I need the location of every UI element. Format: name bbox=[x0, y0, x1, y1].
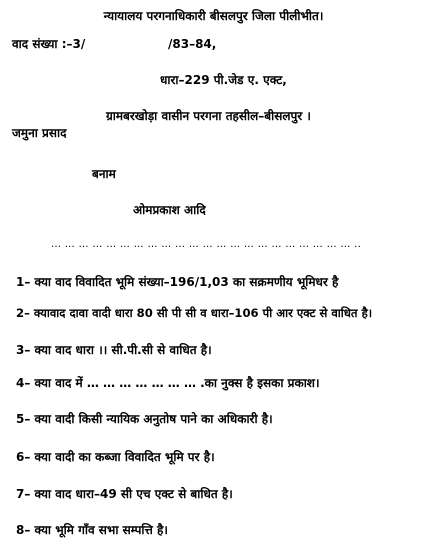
issue-item: 2– क्यावाद दावा वादी धारा 80 सी पी सी व धारा–106 पी आर एक्ट से वाधित है। bbox=[16, 306, 373, 320]
section-heading: धारा–229 पी.जेड ए. एक्ट, bbox=[160, 73, 287, 87]
issue-item: 7– क्या वाद धारा–49 सी एच एक्ट से बाधित है। bbox=[16, 487, 233, 501]
issue-item: 1– क्या वाद विवादित भूमि संख्या–196/1,03 का सक्रमणीय भूमिधर है bbox=[16, 275, 339, 289]
case-year: /83–84, bbox=[168, 37, 217, 51]
plaintiff-name: जमुना प्रसाद bbox=[12, 126, 67, 140]
issue-item: 4– क्या वाद में … … … … … … … .का नुक्स है इसका प्रकाश। bbox=[16, 376, 320, 390]
court-heading: न्यायालय परगनाधिकारी बीसलपुर जिला पीलीभीत। bbox=[103, 9, 324, 23]
location-heading: ग्रामबरखोड़ा वासीन परगना तहसील–बीसलपुर । bbox=[106, 109, 311, 123]
case-number-label: वाद संख्या :–3/ bbox=[12, 37, 86, 51]
issue-item: 8– क्या भूमि गाँव सभा सम्पत्ति है। bbox=[16, 523, 168, 537]
issue-item: 6– क्या वादी का कब्जा विवादित भूमि पर है। bbox=[16, 450, 215, 464]
separator-line: … … … … … … … … … … … … … … … … … … … … … … .. bbox=[51, 239, 362, 250]
defendant-name: ओमप्रकाश आदि bbox=[133, 203, 206, 217]
issue-item: 3– क्या वाद धारा ।। सी.पी.सी से वाधित है। bbox=[16, 343, 212, 357]
issue-item: 5– क्या वादी किसी न्यायिक अनुतोष पाने का अधिकारी है। bbox=[16, 412, 273, 426]
versus-label: बनाम bbox=[92, 167, 116, 181]
